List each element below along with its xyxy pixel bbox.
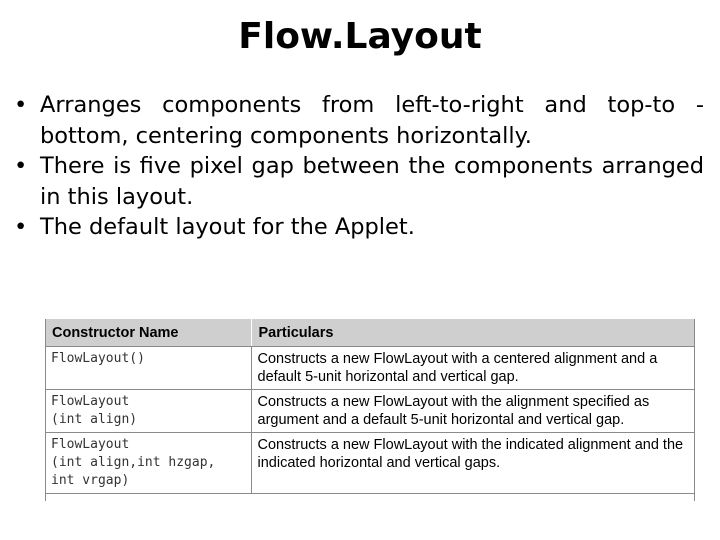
constructor-table-container (45, 319, 695, 494)
table-right-border (694, 319, 695, 501)
constructor-name-cell: FlowLayout (int align) (45, 390, 251, 433)
bullet-item (14, 151, 704, 212)
particulars-cell: Constructs a new FlowLayout with the alignment specified as argument and a default 5-unit horizontal and vertical gap. (251, 390, 695, 433)
table-row (45, 433, 695, 494)
bullet-text: The default layout for the Applet. (40, 214, 415, 240)
bullet-marker: • (14, 153, 28, 179)
table-row (45, 347, 695, 390)
table-left-border (45, 319, 46, 501)
column-header-constructor-name: Constructor Name (45, 319, 251, 347)
particulars-cell: Constructs a new FlowLayout with a centered alignment and a default 5-unit horizontal and vertical gap. (251, 347, 695, 390)
table-header-row (45, 319, 695, 347)
column-header-particulars: Particulars (251, 319, 695, 347)
bullet-item (14, 212, 704, 243)
constructor-name-cell: FlowLayout() (45, 347, 251, 390)
bullet-text: Arranges components from left-to-right and top-to -bottom, centering components horizontally. (40, 92, 704, 149)
bullet-marker: • (14, 214, 28, 240)
bullet-list (14, 90, 704, 243)
table-row (45, 390, 695, 433)
slide-title: Flow.Layout (238, 16, 482, 57)
bullet-text: There is five pixel gap between the components arranged in this layout. (40, 153, 704, 210)
constructor-table (45, 319, 695, 494)
bullet-marker: • (14, 92, 28, 118)
constructor-name-cell: FlowLayout (int align,int hzgap, int vrgap) (45, 433, 251, 494)
bullet-item (14, 90, 704, 151)
particulars-cell: Constructs a new FlowLayout with the indicated alignment and the indicated horizontal and vertical gaps. (251, 433, 695, 494)
